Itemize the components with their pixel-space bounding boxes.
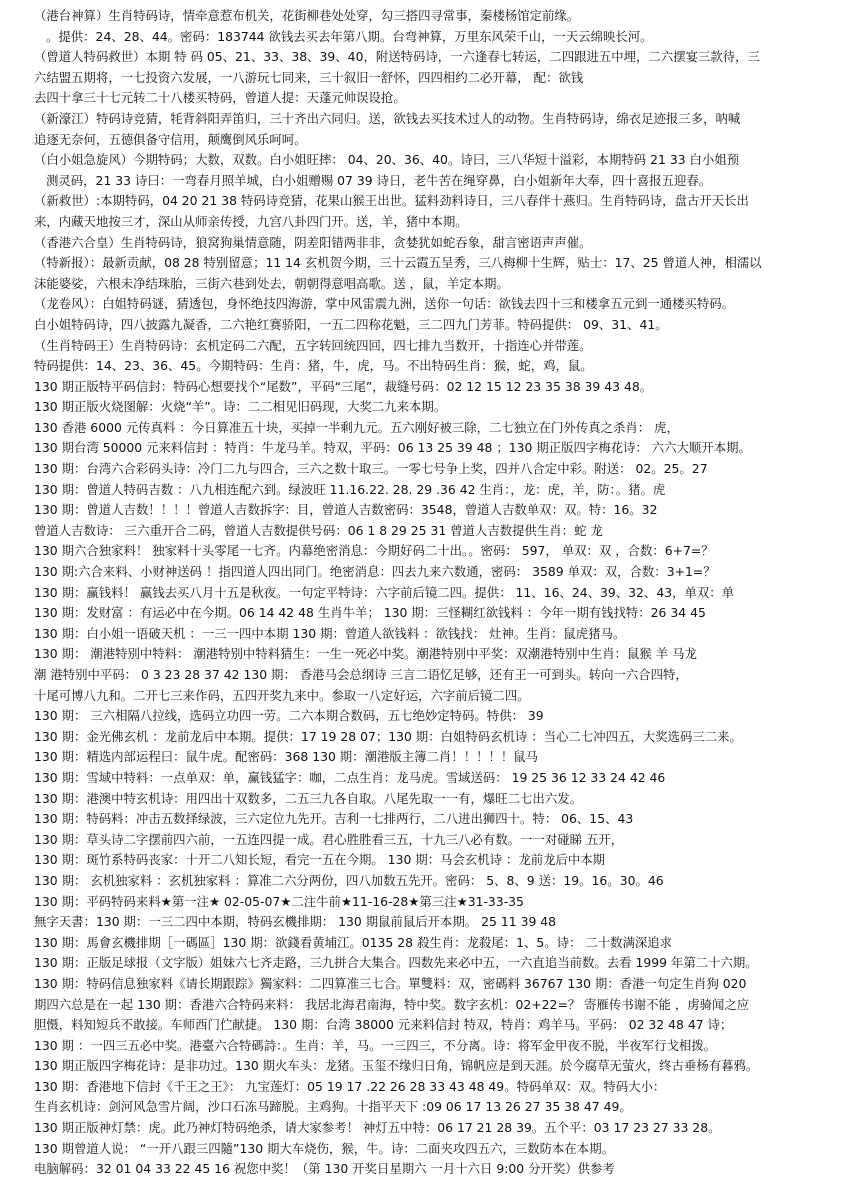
text-line: 130 期：台湾六合彩码头诗：冷门二九与四合，三六之数十取三。一零七号争上奖，四并八合定中彩。附送： 02。25。27: [34, 461, 708, 477]
text-line: （港台神算）生肖特码诗，情牵意惹布机关，花街柳巷处处穿，勾三搭四寻常事，秦楼杨馆定前缘。: [34, 8, 580, 23]
text-line: 130 期：馬會玄機排期［一碼區］130 期：欲錢看黄埔江。0135 28 殺生肖：龙殺尾：1、5。诗： 二十数满深追求: [34, 934, 673, 950]
text-line: 130 期:六合来料、小财神送码 ！指四道人四出同门。绝密消息：四去九来六数通，密码： 3589 单双：双，合数：3+1=？: [34, 564, 716, 580]
text-line: 六结盟五期将，一七投资六发展，一八游玩七同来，三十叙旧一舒怀，四四相约二必开幕， 配：欲钱: [34, 69, 584, 85]
text-line: （龙卷风）：白姐特码谜，猜透包，身怀绝技四海游，掌中风雷震九洲，送你一句话：欲钱去四十三和楼拿五元到一通楼买特码。: [34, 296, 735, 312]
text-line: 130 期：平码特码来料★第一注★ 02-05-07★二注牛前★11-16-28★第三注★31-33-35: [34, 893, 524, 909]
text-line: 130 期： 三六相隔八拉线，选码立功四一劳。二六本期合数码，五七绝妙定特码。特供： 39: [34, 708, 544, 724]
text-line: 130 期正版特平码信封：特码心想要找个“尾数”，平码“三尾”，裁缝号码：02 12 15 12 23 35 38 39 43 48。: [34, 378, 653, 394]
text-line: 130 期：特码信息独家料《请长期跟踪》獨家料：二四算准三七合。單雙料：双，密碼料 36767 130 期：香港一句定生肖狗 020: [34, 975, 747, 991]
text-line: 生肖玄机诗：剑河风急雪片阔，沙口石冻马蹄脱。主鸡狗。十指平天下 :09 06 17 13 26 27 35 38 47 49。: [34, 1099, 632, 1115]
text-line: （香港六合皇）生肖特码诗，狼窝狗巢情意随，阴差阳错两非非，贪婪犹如蛇吞象，甜言密语声声催。: [34, 234, 592, 250]
text-line: （白小姐急旋风）今期特码；大数，双数。白小姐旺摔： 04、20、36、40。诗曰，三八华短十溢彩，本期特码 21 33 白小姐预: [34, 152, 740, 168]
text-line: 130 期台湾 50000 元来料信封 ：特肖：牛龙马羊。特双，平码：06 13 25 39 48 ；130 期正版四字梅花诗： 六六大顺开本期。: [34, 440, 751, 456]
text-line: 潮 港特别中平码： 0 3 23 28 37 42 130 期： 香港马会总纲诗 三言二语忆足够，还有王一可到头。转向一六合四特，: [34, 667, 688, 682]
text-line: 130 期：曾道人吉数！！！！曾道人吉数拆字：目，曾道人吉数密码：3548，曾道人吉数单双：双。特：16。32: [34, 502, 658, 518]
text-line: 130 期： 潮港特别中特料： 潮港特别中特料猜生：一生一死必中奖。潮港特别中平奖：双潮港特别中生肖：鼠猴 羊 马龙: [34, 646, 697, 662]
text-line: 。提供：24、28、44。密码：183744 欲钱去买去年第八期。台弯神算，万里东风荣千山，一天云绵映长河。: [46, 28, 653, 44]
text-line: 130 期：正版足球报（文字版）姐妹六七齐走路，三九拼合大集合。四数先来必中五，一六直追当前数。去看 1999 年第二十六期。: [34, 955, 758, 971]
text-line: 白小姐特码诗，四八披露九凝香，二六艳红赛骄阳，一五二四称花魁，三二四九门芳菲。特码提供： 09、31、41。: [34, 316, 668, 332]
text-line: 130 期曾道人说： “一开八跟三四隨”130 期大车烧伤，猴，牛。诗：二面夹攻四五六，三数防本在本期。: [34, 1140, 614, 1156]
text-line: 130 期：发财富 ：有运必中在今期。06 14 42 48 生肖牛羊； 130 期：三怪糊红欲钱料 ：今年一期有钱找特：26 34 45: [34, 605, 706, 621]
document-body: [34, 6, 830, 1180]
text-line: 追逐无奈何，五德俱备守信用，颠鹰倒风乐呵呵。: [34, 131, 307, 147]
text-line: 130 期：金光佛玄机 ：龙前龙后中本期。提供：17 19 28 07；130 期：白姐特码玄机诗 ：当心二七冲四五，大奖选码三二来。: [34, 728, 742, 744]
text-line: 無字天書：130 期：一三二四中本期，特码玄機排期： 130 期鼠前鼠后开本期。 25 11 39 48: [34, 914, 557, 930]
text-line: 130 期正版火烧图解：火烧“羊”。诗：二二相见旧码现，大奖二九来本期。: [34, 399, 447, 415]
text-line: 130 期：特码料：冲击五数择绿波，三六定位九先开。吉利一七排两行，二八进出狮四十。特： 06、15、43: [34, 811, 634, 827]
text-line: 130 期：白小姐一语破天机 ：一三一四中本期 130 期：曾道人欲钱料 ：欲钱找： 灶神。生肖：鼠虎猪马。: [34, 625, 626, 641]
text-line: 130 期：斑竹系特码丧家：十开二八知长短，看完一五在今期。 130 期：马会玄机诗 ：龙前龙后中本期: [34, 852, 606, 868]
text-line: 130 期：赢钱料！ 赢钱去买八月十五是秋夜。一句定平特诗：六字前后镜二四。提供： 11、16、24、39、32、43，单双：单: [34, 584, 735, 600]
text-line: 130 期六合独家料！ 独家料十头零尾一七齐。内幕绝密消息：今期好码二十出。。密码： 597， 单双：双 ，合数：6+7=？: [34, 543, 714, 559]
text-line: 十尾可博八九和。二开七三来作码，五四开奖九来中。参取一八定好运，六字前后镜二四。: [34, 687, 530, 703]
text-line: 130 期：雪域中特料：一点单双：单，赢钱猛字：咖，二点生肖：龙马虎。雪域送码： 19 25 36 12 33 24 42 46: [34, 769, 666, 785]
text-line: （新救世）:本期特码，04 20 21 38 特码诗竞猜，花果山猴王出世。猛料劲料诗日，三八春伴十燕归。生肖特码诗，盘古开天长出: [34, 193, 749, 209]
text-line: 测灵码，21 33 诗曰：一弯春月照羊城，白小姐赠赐 07 39 诗日，老牛苦在绳穿鼻，白小姐新年大奉，四十喜报五迎春。: [46, 172, 712, 188]
text-line: 130 期：精选内部运程曰：鼠牛虎。配密码：368 130 期：潮港版主簿二肖！！！！！鼠马: [34, 749, 539, 765]
text-line: 特码提供：14、23、36、45。今期特码：生肖：猪，牛，虎，马。不出特码生肖：猴，蛇，鸡，鼠。: [34, 358, 593, 374]
text-line: 胆慑，料知短兵不敢接。车师西门伫献捷。 130 期：台湾 38000 元来料信封 特双，特肖：鸡羊马。平码： 02 32 48 47 诗；: [34, 1017, 733, 1033]
text-line: （新濠江）特码诗竞猜，牦背斜阳弄笛归，三十齐出六同归。送，欲钱去买技术过人的动物。生肖特码诗，绵衣足迹报三多，呐喊: [34, 110, 741, 126]
text-line: 130 期：曾道人特码吉数 ：八九相连配六到。绿波旺 11.16.22. 28. 29 .36 42 生肖：，龙：虎，羊，防：。猪。虎: [34, 481, 666, 497]
text-line: 130 香港 6000 元传真料 ：今日算准五十块，买掉一半剩九元。五六刚好被三除，二七独立在门外传真之杀肖： 虎，: [34, 419, 679, 435]
text-line: 沫能婆娑，六根未净结珠胎，三街六巷到处去，朝朝得意唱高歌。送 ，鼠，羊定本期。: [34, 275, 509, 291]
text-line: 130 期正版神灯禁：虎。此乃神灯特码绝杀，请大家参考！ 神灯五中特：06 17 21 28 39。五个平：03 17 23 27 33 28。: [34, 1120, 721, 1136]
text-line: 去四十拿三十七元转二十八楼买特码，曾道人提：天蓬元帅误设抢。: [34, 90, 406, 106]
text-line: 130 期正版四字梅花诗：是非功过。130 期火车头：龙猪。玉玺不缘归日角，锦帆应是到天涯。於今腐草无萤火，终古垂杨有暮鸦。: [34, 1058, 759, 1074]
text-line: 130 期： 玄机独家料 ：玄机独家料 ：算准二六分两份，四八加数五先开。密码： 5、8、9 送：19。16。30。46: [34, 872, 664, 888]
text-line: 130 期：草头诗二字摆前四六前，一五连四提一成。君心胜胜看三五，十九三八必有数。一一对碰睇 五开，: [34, 831, 624, 847]
text-line: 期四六总是在一起 130 期：香港六合特码来料： 我居北海君南海，特中奖。数字玄机：02+22=？ 寄雁传书谢不能 ，虏骑闻之应: [34, 996, 750, 1012]
text-line: 来，内藏天地按三才，深山从师亲传授，九宫八卦四门开。送，羊，猪中本期。: [34, 213, 468, 229]
text-line: （生肖特码王）生肖特码诗：玄机定码二六配，五字转回统四回，四七排九当数开，十指连心并带莲。: [34, 337, 592, 353]
text-line: （曾道人特码救世）本期 特 码 05、21、33、38、39、40，附送特码诗，一六逢春七转运，二四跟进五中埋，二六摆宴三款待，三: [34, 49, 760, 65]
text-line: 曾道人吉数诗： 三六重开合二码，曾道人吉数提供号码：06 1 8 29 25 31 曾道人吉数提供生肖：蛇 龙: [34, 522, 603, 538]
text-line: 130 期：香港地下信封《千王之王》： 九宝莲灯：05 19 17 .22 26 28 33 43 48 49。特码单双：双。特码大小：: [34, 1078, 666, 1094]
text-line: 电脑解码：32 01 04 33 22 45 16 祝您中奖！（第 130 开奖日星期六 一月十六日 9:00 分开奖）供参考: [34, 1161, 615, 1177]
text-line: 130 期：港澳中特玄机诗：用四出十双数多，二五三九各自取。八尾先取一一有，爆旺二七出六发。: [34, 790, 582, 806]
text-line: 130 期 ：一四三五必中奖。港臺六合特碼詩：。生肖：羊，马。一三四三，不分离。诗：将军金甲夜不脱，半夜军行戈相拨。: [34, 1037, 717, 1053]
text-line: （特新报）：最新贡献，08 28 特别留意；11 14 玄机贺今期，三十云霞五呈秀，三八梅柳十生辉，贴士：17、25 曾道人神，相濡以: [34, 255, 762, 271]
